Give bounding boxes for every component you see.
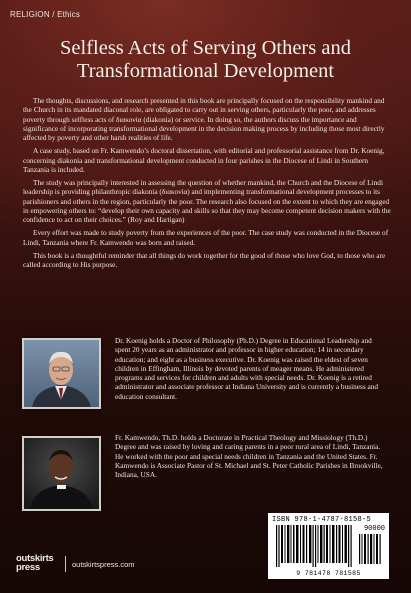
publisher-logo-line-2: press	[16, 562, 40, 573]
category-label: RELIGION / Ethics	[10, 10, 81, 19]
description-paragraph: A case study, based on Fr. Kamwendo’s doctoral dissertation, with editorial and professorial assistance from Dr. Koenig, concerning diakonia and transformational development conducted in four parishes in the Diocese of Lindi in Southern Tanzania is included.	[23, 146, 385, 174]
publisher-logo-line-1: outskirts	[16, 553, 54, 564]
description-paragraph: The thoughts, discussions, and research presented in this book are principally focused on the responsibility mankind and the Church in its mandated diaconal role, are obligated to carry out in serving others, particularly the poor, and addresses poverty through selfless acts of διακονία (diakonia) or service. In doing so, the authors discuss the importance and significance of incorporating transformational development in the decision making process by including those most directly affected by poverty and other harsh realities of life.	[23, 96, 385, 142]
isbn-text: ISBN 978-1-4787-8158-5	[272, 516, 372, 524]
isbn-barcode	[268, 513, 389, 579]
publisher-divider	[65, 556, 66, 572]
author-bio-kamwendo: Fr. Kamwendo, Th.D. holds a Doctorate in Practical Theology and Missiology (Th.D.) Degree and was raised by loving and caring parents in a poor rural area of Lindi, Tanzania. He worked with the poor and special needs children in Tanzania and the United States. Fr. Kamwendo is Associate Pastor of St. Michael and St. Peter Catholic Parishes in Brookville, Indiana, USA.	[115, 433, 383, 480]
description-paragraph: This book is a thoughtful reminder that all things do work together for the good of those who love God, to those who are called according to His purpose.	[23, 250, 386, 269]
author-photo-koenig	[22, 338, 101, 409]
price-code: 90000	[363, 525, 385, 533]
book-title	[10, 37, 401, 83]
description-paragraph: The study was principally interested in assessing the question of whether mankind, the Church and the Diocese of Lindi leadership is providing philanthropic diakonia (διακονία) and implementing transformational development processes to its parishioners and others in the region, particularly the poor. The research also focused on the extent to which they are engaged in empowering others to: “develop their own capacity and skills so that they may become competent decision makers with the confidence to act on their choices.” (Roy and Hartigan)	[23, 178, 391, 224]
price-barcode-bars	[359, 534, 383, 564]
title-line-2: Transformational Development	[76, 60, 335, 82]
barcode-number: 9 781478 781585	[296, 570, 361, 577]
author-bio-koenig: Dr. Koenig holds a Doctor of Philosophy (Ph.D.) Degree in Educational Leadership and spent 20 years as an administrator and professor in higher education; 14 in secondary education; and eight as a business executive. Dr. Koenig was raised the eldest of seven children in Effingham, Illinois by devoted parents of meager means. He administered programs and services for children and adults with special needs. Dr. Koenig is a retired administrator and associate professor at Indiana University and is currently a business and education consultant.	[115, 336, 379, 401]
publisher-url: outskirtspress.com	[72, 560, 135, 569]
publisher-logo	[16, 554, 53, 572]
author-photo-kamwendo	[22, 436, 101, 511]
title-line-1: Selfless Acts of Serving Others and	[60, 37, 351, 59]
description-paragraph: Every effort was made to study poverty from the experiences of the poor. The case study was conducted in the Diocese of Lindi, Tanzania where Fr. Kamwendo was born and raised.	[23, 228, 389, 247]
barcode-bars	[276, 525, 356, 567]
book-description	[23, 96, 391, 273]
